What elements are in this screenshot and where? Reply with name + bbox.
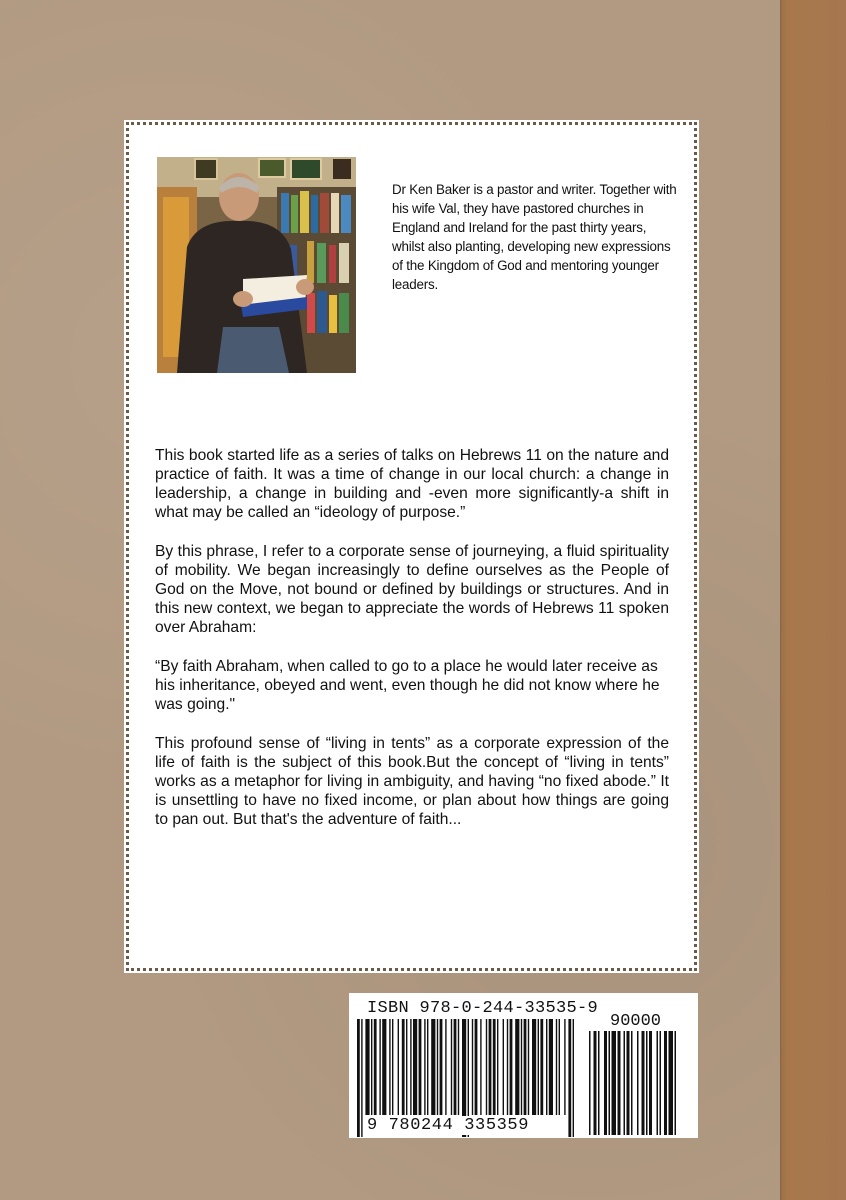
addon-bar — [660, 1031, 662, 1135]
barcode-bar — [549, 1019, 553, 1115]
barcode-bar — [472, 1019, 473, 1115]
barcode-bar — [497, 1019, 498, 1115]
barcode-bar — [392, 1019, 393, 1115]
barcode-bar — [524, 1019, 527, 1115]
blurb-text — [155, 446, 669, 849]
barcode-bar — [451, 1019, 452, 1115]
blurb-paragraph-3: This profound sense of “living in tents” as a corporate expression of the life of faith is the subject of this book.But the concept of “living in tents” works as a metaphor for living in ambiguity, and having “no fixed abode.” It is unsettling to have no fixed income, or plan about how things are going to pan out. But that's the adventure of faith... — [155, 735, 669, 828]
barcode-bar — [445, 1019, 446, 1115]
barcode-bar — [546, 1019, 547, 1115]
barcode-bar — [424, 1019, 425, 1115]
barcode-bar — [440, 1019, 443, 1115]
addon-bar — [669, 1031, 674, 1135]
barcode-bar — [521, 1019, 522, 1115]
addon-bar — [598, 1031, 600, 1135]
barcode-bar — [503, 1019, 504, 1115]
barcode-bar — [493, 1019, 496, 1115]
barcode-bar — [458, 1019, 459, 1115]
blurb-paragraph-2: By this phrase, I refer to a corporate sense of journeying, a fluid spirituality of mobility. We began increasingly to define ourselves as the People of God on the Move, not bound or defined by buildings or structures. And in this new context, we began to appreciate the words of Hebrews 11 spoken over Abraham: — [155, 543, 669, 636]
author-bio: Dr Ken Baker is a pastor and writer. Together with his wife Val, they have pastored churches in England and Ireland for the past thirty years, whilst also planting, developing new expressions of the Kingdom of God and mentoring younger leaders. — [392, 182, 677, 292]
addon-bar — [604, 1031, 607, 1135]
ean-digits: 9 780244 335359 — [367, 1116, 530, 1135]
addon-bar — [624, 1031, 626, 1135]
barcode-bar — [568, 1019, 571, 1137]
barcode-bar — [398, 1019, 399, 1115]
barcode-bar — [410, 1019, 411, 1115]
addon-bar — [631, 1031, 633, 1135]
barcode-bar — [486, 1019, 487, 1115]
barcode-bar — [437, 1019, 438, 1115]
addon-bar — [594, 1031, 597, 1135]
barcode-bar — [480, 1019, 481, 1115]
barcode-bar — [406, 1019, 407, 1115]
barcode-bar — [559, 1019, 560, 1115]
barcode-bar — [371, 1019, 372, 1115]
barcode-bar — [379, 1019, 380, 1115]
blurb-paragraph-1: This book started life as a series of talks on Hebrews 11 on the nature and practice of faith. It was a time of change in our local church: a change in leadership, a change in building and -even more significantly-a shift in what may be called an “ideology of purpose.” — [155, 447, 669, 521]
barcode-bar — [507, 1019, 508, 1115]
barcode-bar — [413, 1019, 417, 1115]
price-code: 90000 — [610, 1012, 662, 1031]
addon-bar — [612, 1031, 617, 1135]
blurb-quote: “By faith Abraham, when called to go to a place he would later receive as his inheritance, obeyed and went, even though he did not know where he was going." — [155, 658, 660, 713]
barcode-bar — [573, 1019, 574, 1137]
addon-bar — [646, 1031, 648, 1135]
barcode-bar — [419, 1019, 422, 1115]
barcode-bar — [540, 1019, 543, 1115]
barcode-bar — [515, 1019, 519, 1115]
barcode-bar — [389, 1019, 390, 1115]
addon-bar — [609, 1031, 611, 1135]
addon-bar — [642, 1031, 645, 1135]
barcode-bar — [556, 1019, 557, 1115]
spine-edge — [780, 0, 846, 1200]
barcode-bar — [374, 1019, 377, 1115]
addon-bar — [589, 1031, 591, 1135]
barcode-bar — [402, 1019, 405, 1115]
author-photo-image — [157, 157, 356, 373]
barcode-bar — [475, 1019, 478, 1115]
barcode-bar — [510, 1019, 513, 1115]
barcode-bar — [454, 1019, 457, 1115]
addon-bar — [675, 1031, 677, 1135]
barcode-bar — [532, 1019, 536, 1115]
author-photo — [157, 157, 356, 373]
barcode-bar — [564, 1019, 565, 1115]
barcode-bar — [357, 1019, 360, 1137]
barcode-bar — [538, 1019, 539, 1115]
addon-bar — [627, 1031, 630, 1135]
barcode-bar — [365, 1019, 369, 1115]
isbn-label: ISBN 978-0-244-33535-9 — [367, 999, 599, 1018]
addon-bar — [657, 1031, 659, 1135]
barcode-bar — [427, 1019, 428, 1115]
barcode-bar — [489, 1019, 492, 1115]
addon-bar — [664, 1031, 667, 1135]
addon-bar — [618, 1031, 621, 1135]
addon-bar — [649, 1031, 652, 1135]
barcode-bar — [361, 1019, 362, 1137]
addon-bar — [637, 1031, 639, 1135]
barcode-bar — [528, 1019, 529, 1115]
barcode-bar — [431, 1019, 435, 1115]
barcode-bar — [382, 1019, 386, 1115]
